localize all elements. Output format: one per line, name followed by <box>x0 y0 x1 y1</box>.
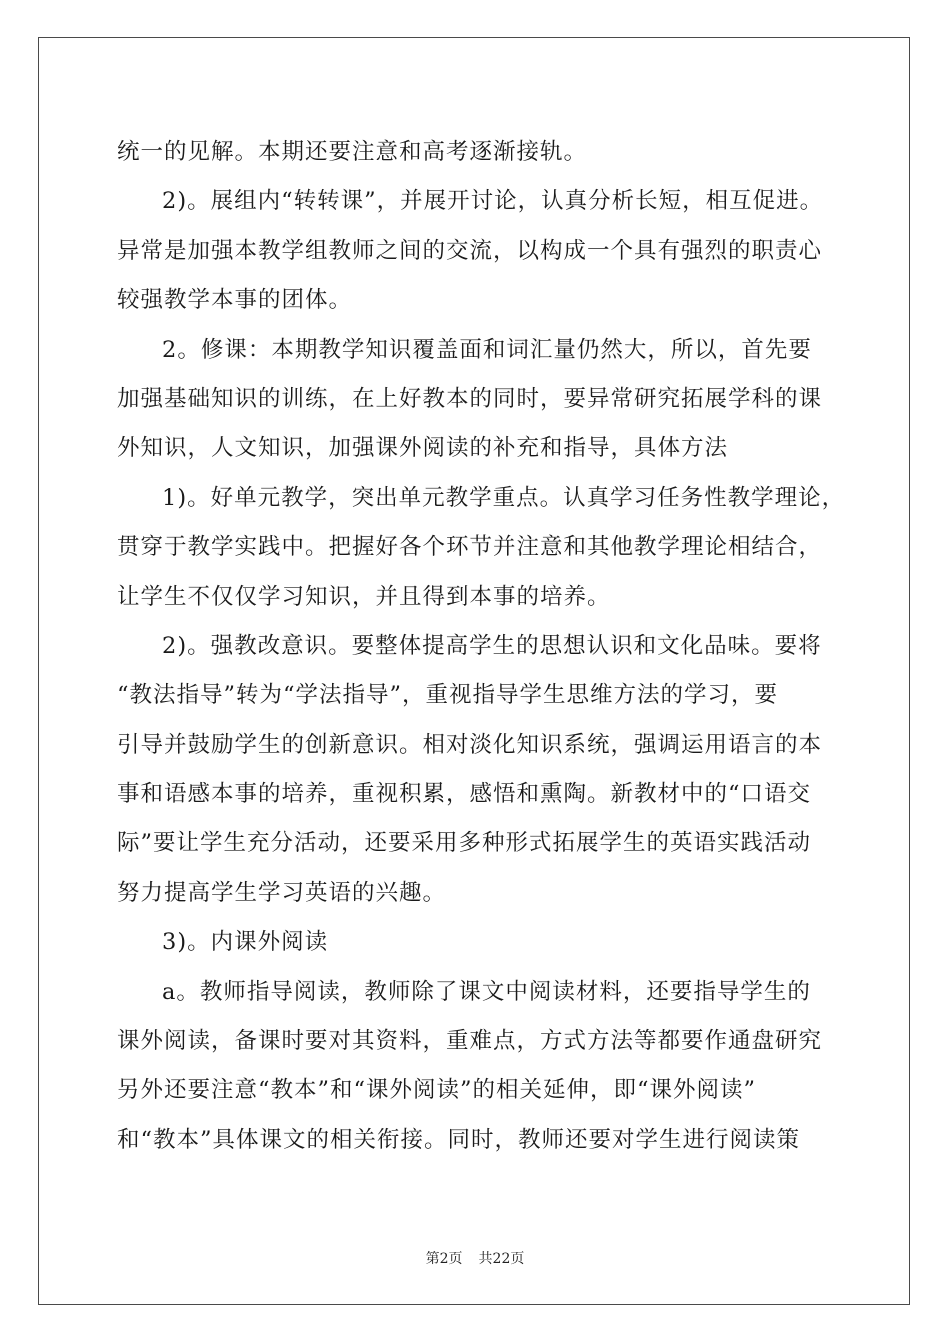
text-line-14: 事和语感本事的培养，重视积累，感悟和熏陶。新教材中的“口语交 <box>117 781 812 808</box>
text-line-18: a。教师指导阅读，教师除了课文中阅读材料，还要指导学生的 <box>162 978 811 1005</box>
text-line-5: 2。修课：本期教学知识覆盖面和词汇量仍然大，所以，首先要 <box>162 336 812 363</box>
text-line-15: 际”要让学生充分活动，还要采用多种形式拓展学生的英语实践活动 <box>117 830 812 857</box>
text-line-20: 另外还要注意“教本”和“课外阅读”的相关延伸，即“课外阅读” <box>117 1077 757 1104</box>
page-number-current: 第2页 <box>425 1251 463 1267</box>
text-line-17: 3)。内课外阅读 <box>162 929 329 956</box>
text-line-10: 让学生不仅仅学习知识，并且得到本事的培养。 <box>117 583 611 610</box>
text-line-3: 异常是加强本教学组教师之间的交流，以构成一个具有强烈的职责心 <box>117 237 823 264</box>
body-text <box>117 128 846 1165</box>
text-line-13: 引导并鼓励学生的创新意识。相对淡化知识系统，强调运用语言的本 <box>117 731 823 758</box>
text-line-16: 努力提高学生学习英语的兴趣。 <box>117 879 447 906</box>
text-line-11: 2)。强教改意识。要整体提高学生的思想认识和文化品味。要将 <box>162 632 822 659</box>
text-line-12: “教法指导”转为“学法指导”，重视指导学生思维方法的学习，要 <box>117 682 779 709</box>
text-line-9: 贯穿于教学实践中。把握好各个环节并注意和其他教学理论相结合， <box>117 534 823 561</box>
text-line-6: 加强基础知识的训练，在上好教本的同时，要异常研究拓展学科的课 <box>117 385 823 412</box>
text-line-8: 1)。好单元教学，突出单元教学重点。认真学习任务性教学理论， <box>162 484 846 511</box>
text-line-21: 和“教本”具体课文的相关衔接。同时，教师还要对学生进行阅读策 <box>117 1126 801 1153</box>
text-line-19: 课外阅读，备课时要对其资料，重难点，方式方法等都要作通盘研究 <box>117 1028 823 1055</box>
text-line-2: 2)。展组内“转转课”，并展开讨论，认真分析长短，相互促进。 <box>162 188 824 215</box>
page-number-total: 共22页 <box>478 1251 525 1267</box>
text-line-7: 外知识，人文知识，加强课外阅读的补充和指导，具体方法 <box>117 435 729 462</box>
page-footer <box>0 1248 950 1268</box>
text-line-4: 较强教学本事的团体。 <box>117 287 353 314</box>
text-line-1: 统一的见解。本期还要注意和高考逐渐接轨。 <box>117 139 588 165</box>
